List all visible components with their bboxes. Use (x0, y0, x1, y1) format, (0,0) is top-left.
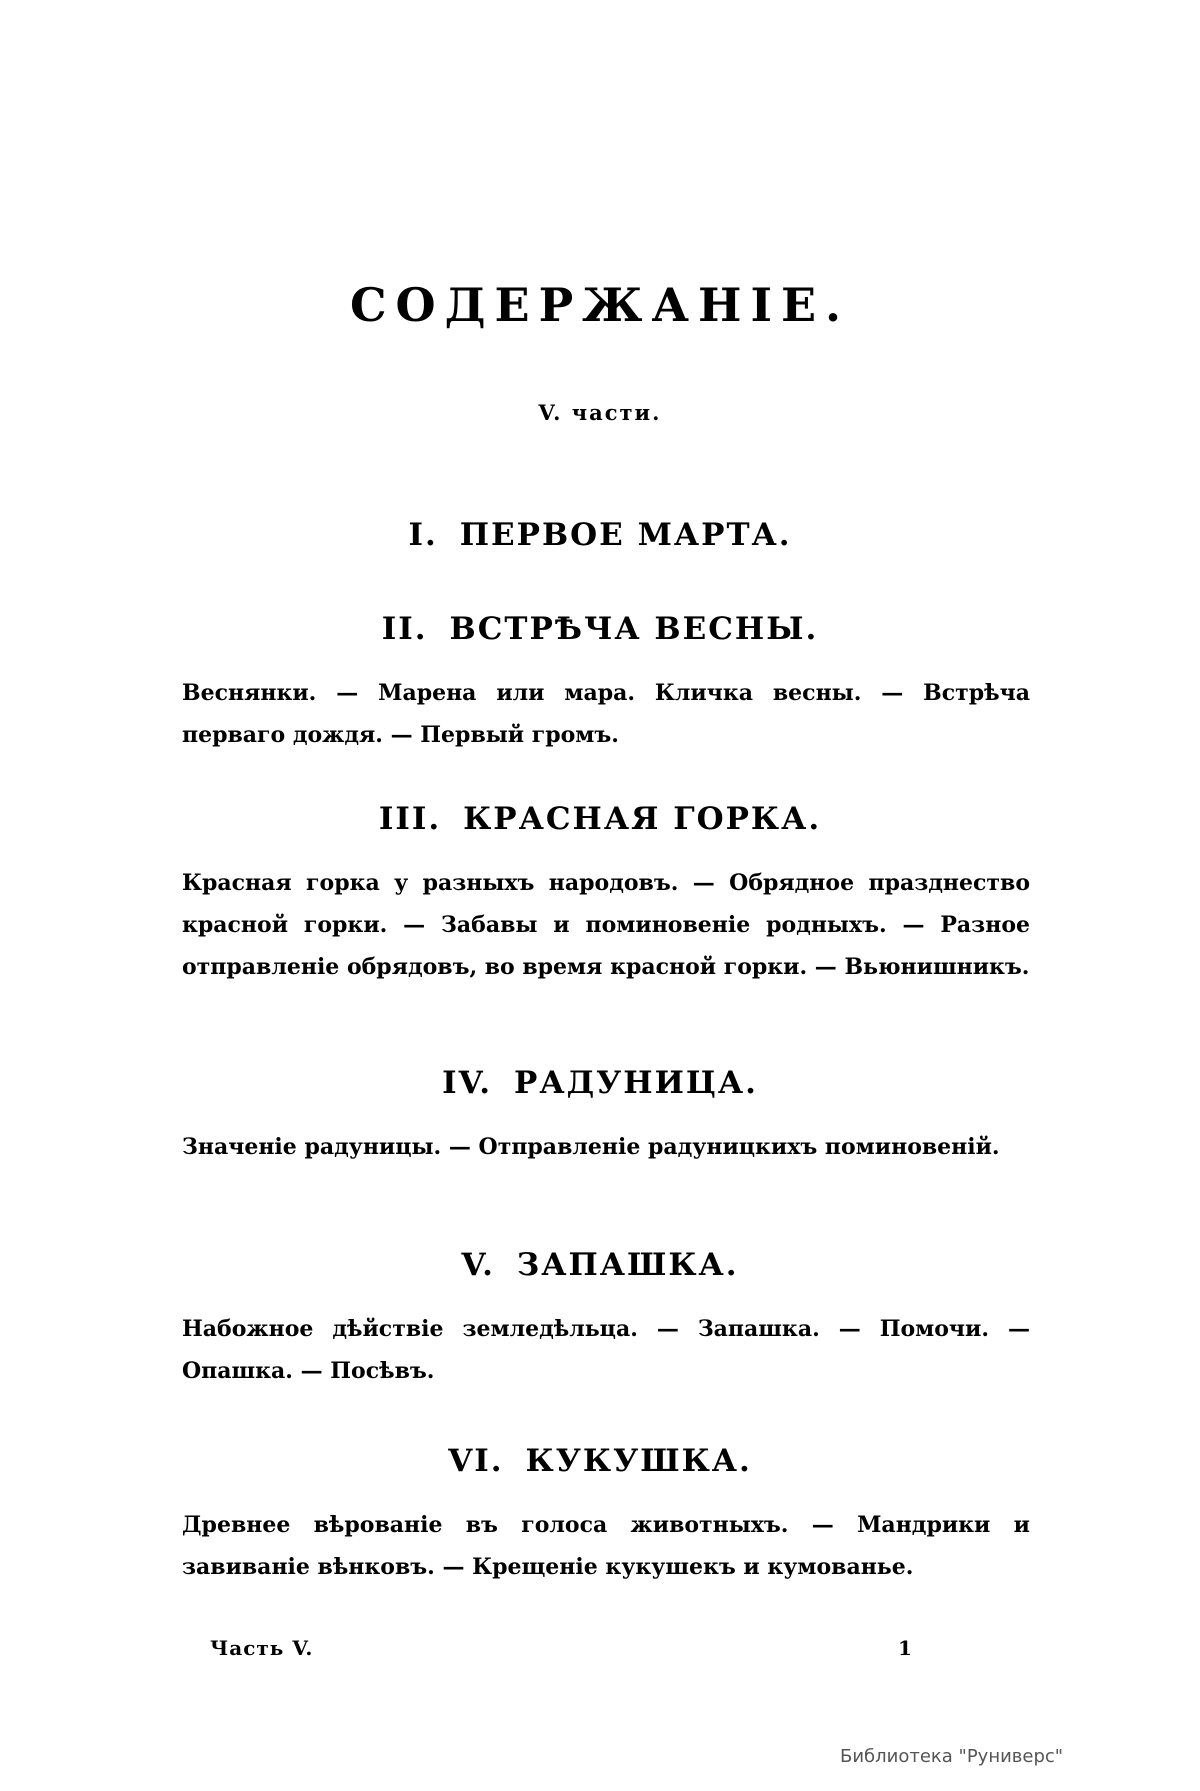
chapter-title: ПЕРВОЕ МАРТА. (459, 517, 792, 553)
page-number: 1 (898, 1636, 912, 1660)
chapter-summary-6: Древнее вѣрованіе въ голоса животныхъ. — Мандрики и завиваніе вѣнковъ. — Крещеніе кукушекъ и кумованье. (182, 1512, 1030, 1580)
chapter-number: III. (378, 801, 442, 837)
chapter-number: II. (381, 611, 428, 647)
chapter-heading-4 (0, 1065, 1200, 1101)
chapter-summary-5: Набожное дѣйствіе земледѣльца. — Запашка. — Помочи. — Опашка. — Посѣвъ. (182, 1316, 1030, 1384)
chapter-summary-4: Значеніе радуницы. — Отправленіе радуницкихъ поминовеній. (182, 1134, 1000, 1160)
chapter-title: КУКУШКА. (525, 1443, 752, 1479)
chapter-heading-3 (0, 801, 1200, 837)
page-title: СОДЕРЖАНІЕ. (349, 278, 851, 332)
chapter-title: РАДУНИЦА. (514, 1065, 758, 1101)
chapter-summary-3: Красная горка у разныхъ народовъ. — Обрядное празднество красной горки. — Забавы и поминовеніе родныхъ. — Разное отправленіе обрядовъ, во время красной горки. — Вьюнишникъ. (182, 870, 1030, 980)
chapter-title: КРАСНАЯ ГОРКА. (463, 801, 822, 837)
chapter-number: V. (461, 1247, 495, 1283)
chapter-title: ЗАПАШКА. (516, 1247, 739, 1283)
chapter-number: I. (408, 517, 438, 553)
chapter-heading-2 (0, 611, 1200, 647)
part-label: Часть V. (210, 1636, 314, 1660)
library-watermark: Библиотека "Руниверс" (840, 1746, 1064, 1767)
chapter-heading-1 (0, 517, 1200, 553)
part-subtitle: V. части. (538, 400, 662, 425)
chapter-number: IV. (442, 1065, 493, 1101)
chapter-number: VI. (448, 1443, 504, 1479)
chapter-summary-2: Веснянки. — Марена или мара. Кличка весны. — Встрѣча перваго дождя. — Первый громъ. (182, 680, 1030, 748)
chapter-heading-6 (0, 1443, 1200, 1479)
chapter-title: ВСТРѢЧА ВЕСНЫ. (449, 611, 819, 647)
chapter-heading-5 (0, 1247, 1200, 1283)
